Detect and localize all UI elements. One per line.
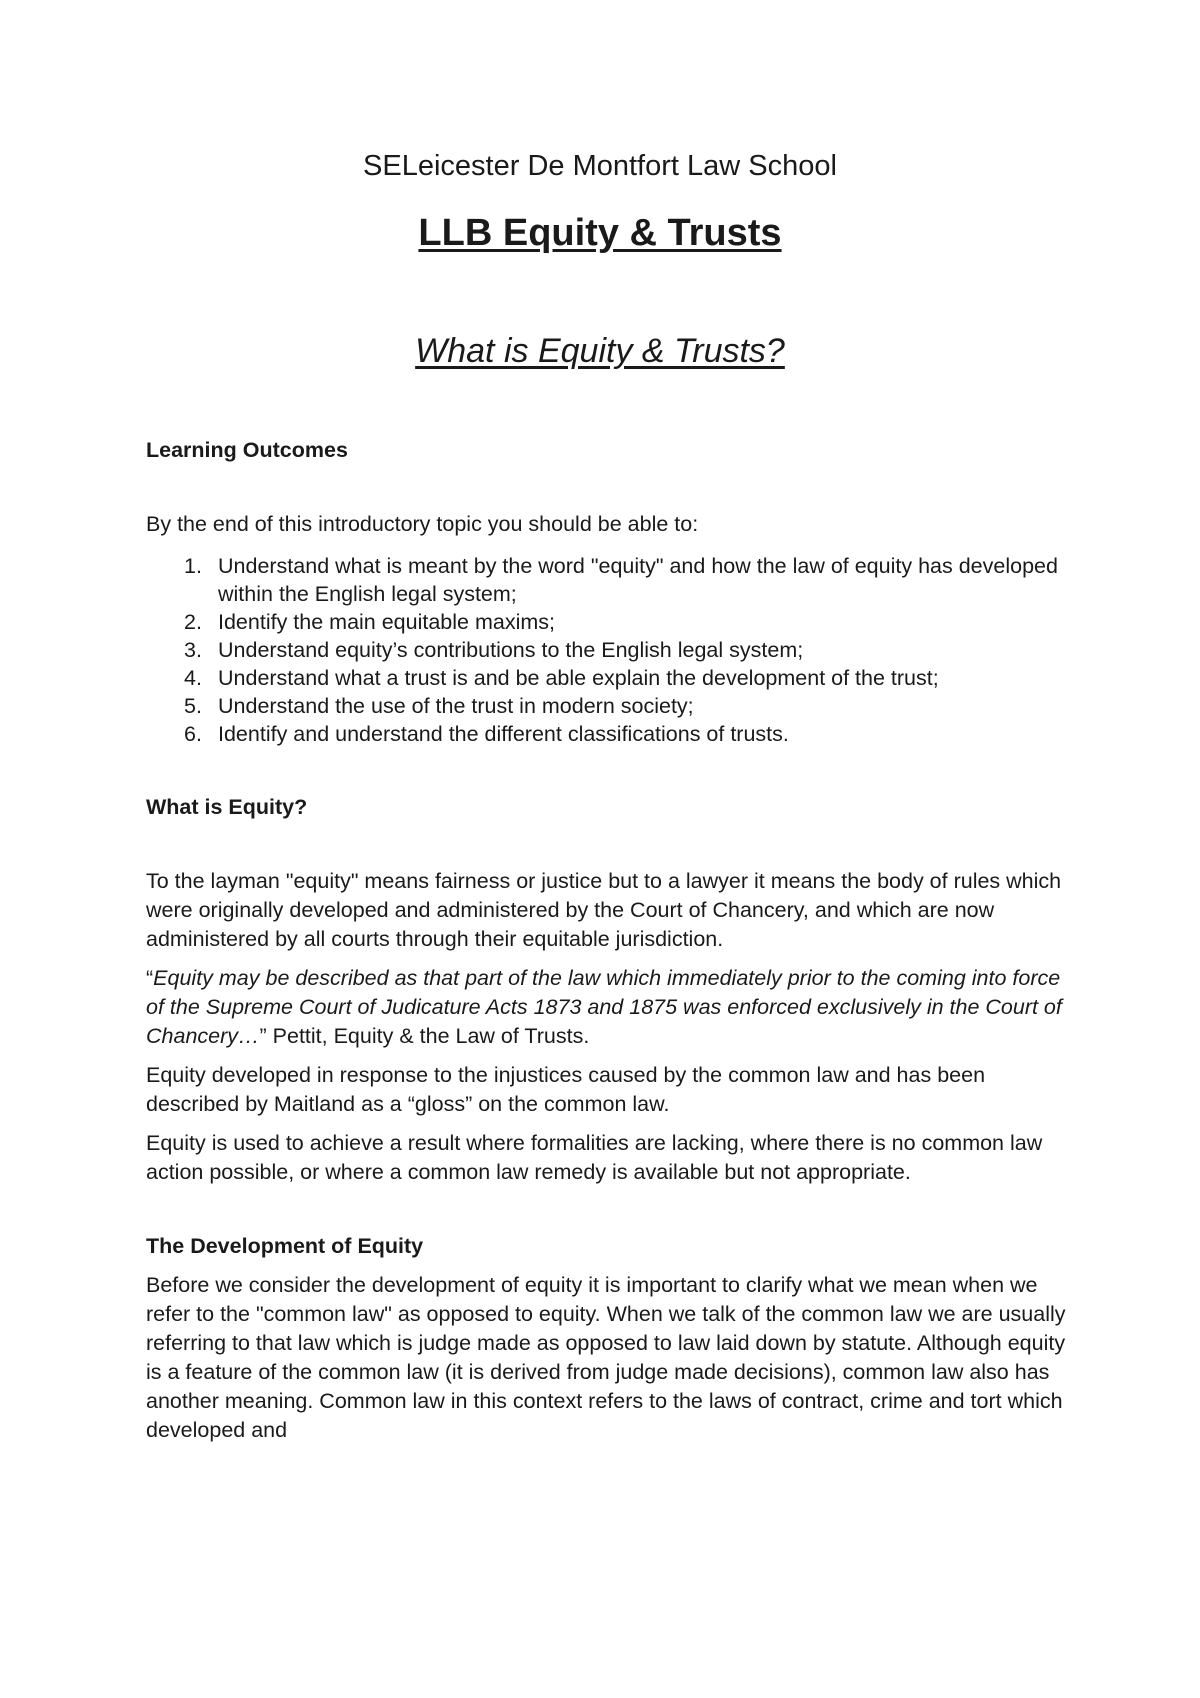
pettit-quote bbox=[146, 964, 1066, 1051]
list-item-text: Understand equity’s contributions to the English legal system; bbox=[218, 638, 804, 662]
list-number: 5. bbox=[184, 694, 202, 718]
list-number: 4. bbox=[184, 666, 202, 690]
quote-open: “ bbox=[146, 966, 154, 990]
learning-outcomes-intro: By the end of this introductory topic you should be able to: bbox=[146, 512, 699, 536]
list-item-text: Understand the use of the trust in modern society; bbox=[218, 694, 694, 718]
what-is-equity-heading: What is Equity? bbox=[146, 795, 308, 819]
document-body bbox=[146, 436, 1066, 1445]
paragraph: Before we consider the development of equity it is important to clarify what we mean when we refer to the "common law" as opposed to equity. When we talk of the common law we are usually referring to that law which is judge made as opposed to law laid down by statute. Although equity is a feature of the common law (it is derived from judge made decisions), common law also has another meaning. Common law in this context refers to the laws of contract, crime and tort which developed and bbox=[146, 1273, 1066, 1442]
list-number: 2. bbox=[184, 610, 202, 634]
paragraph: To the layman "equity" means fairness or justice but to a lawyer it means the body of rules which were originally developed and administered by the Court of Chancery, and which are now administered by all courts through their equitable jurisdiction. bbox=[146, 869, 1062, 951]
list-item-text: Understand what is meant by the word "equity" and how the law of equity has developed within the English legal system; bbox=[218, 554, 1058, 606]
list-item bbox=[146, 608, 1066, 636]
list-number: 3. bbox=[184, 638, 202, 662]
development-heading: The Development of Equity bbox=[146, 1234, 424, 1258]
paragraph: Equity is used to achieve a result where formalities are lacking, where there is no common law action possible, or where a common law remedy is available but not appropriate. bbox=[146, 1131, 1043, 1184]
quote-citation: ” Pettit, Equity & the Law of Trusts. bbox=[259, 1024, 590, 1048]
school-title: SELeicester De Montfort Law School bbox=[363, 150, 837, 182]
paragraph: Equity developed in response to the injustices caused by the common law and has been described by Maitland as a “gloss” on the common law. bbox=[146, 1063, 986, 1116]
learning-outcomes-heading: Learning Outcomes bbox=[146, 438, 348, 462]
list-number: 6. bbox=[184, 722, 202, 746]
topic-title: What is Equity & Trusts? bbox=[415, 332, 785, 370]
list-item-text: Identify the main equitable maxims; bbox=[218, 610, 555, 634]
list-item bbox=[146, 552, 1066, 608]
learning-outcomes-list bbox=[146, 552, 1066, 748]
list-item bbox=[146, 636, 1066, 664]
list-item bbox=[146, 692, 1066, 720]
list-item-text: Identify and understand the different classifications of trusts. bbox=[218, 722, 789, 746]
list-item-text: Understand what a trust is and be able explain the development of the trust; bbox=[218, 666, 939, 690]
list-item bbox=[146, 720, 1066, 748]
quote-text: Equity may be described as that part of the law which immediately prior to the coming into force of the Supreme Court of Judicature Acts 1873 and 1875 was enforced exclusively in the Court of Chancery… bbox=[146, 966, 1062, 1048]
list-item bbox=[146, 664, 1066, 692]
list-number: 1. bbox=[184, 554, 202, 578]
course-title: LLB Equity & Trusts bbox=[418, 212, 782, 254]
